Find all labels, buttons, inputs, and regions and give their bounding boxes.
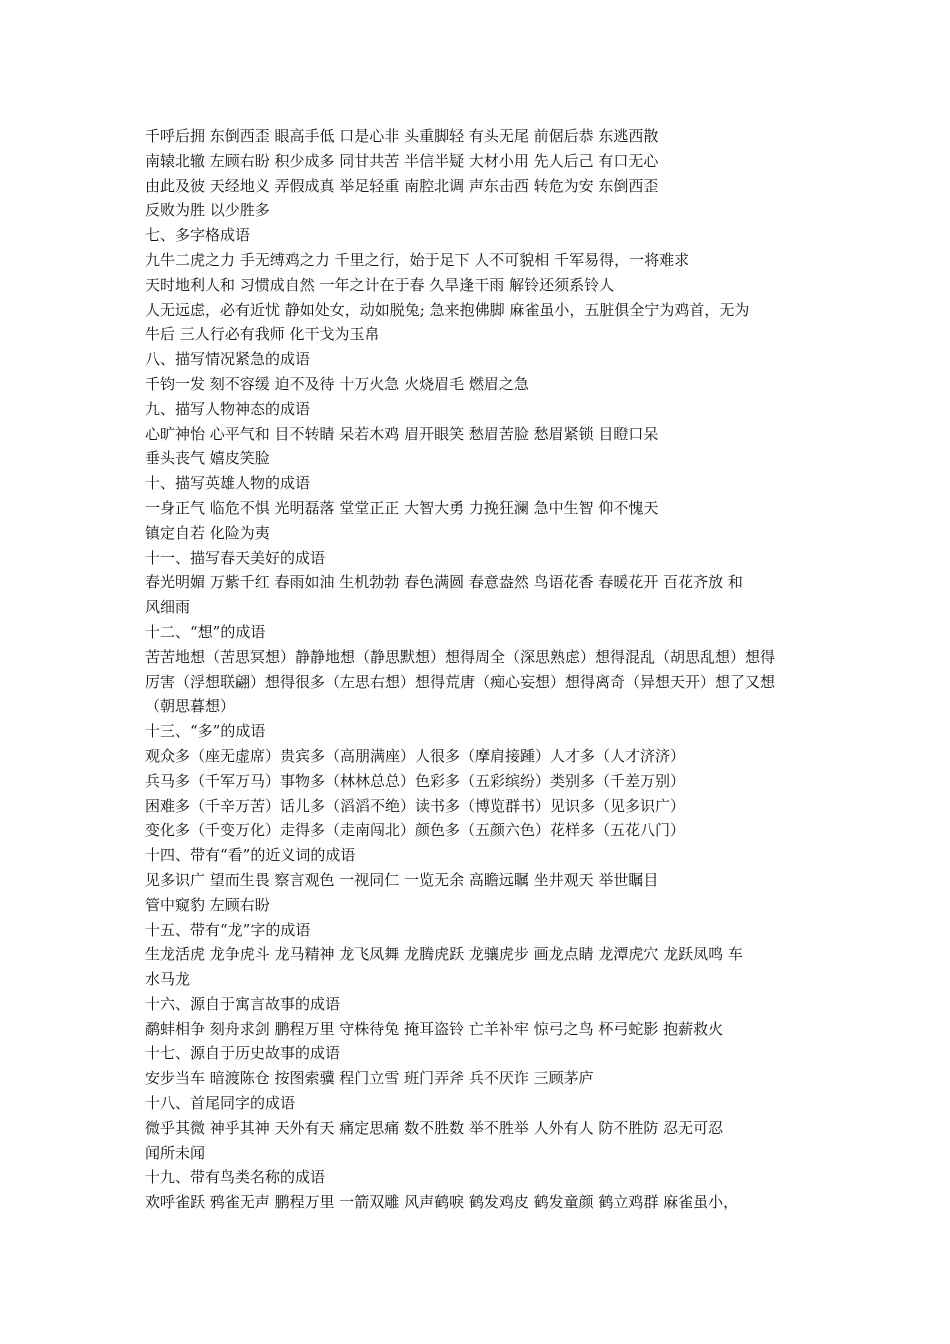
idiom-line: 反败为胜 以少胜多 [145, 201, 270, 220]
idiom-line: 风细雨 [145, 598, 191, 617]
section-heading: 十二、“想”的成语 [145, 622, 266, 641]
section-heading: 十五、带有“龙”字的成语 [145, 920, 311, 939]
idiom-line: 天时地利人和 习惯成自然 一年之计在于春 久旱逢干雨 解铃还须系铃人 [145, 275, 615, 294]
idiom-line: 管中窥豹 左顾右盼 [145, 895, 270, 914]
section-heading: 十、描写英雄人物的成语 [145, 474, 311, 493]
section-heading: 十六、源自于寓言故事的成语 [145, 994, 341, 1013]
idiom-line: 苦苦地想（苦思冥想）静静地想（静思默想）想得周全（深思熟虑）想得混乱（胡思乱想）想得 [145, 647, 776, 666]
idiom-line: 观众多（座无虚席）贵宾多（高朋满座）人很多（摩肩接踵）人才多（人才济济） [145, 746, 686, 765]
section-heading: 十三、“多”的成语 [145, 722, 266, 741]
idiom-line: 心旷神怡 心平气和 目不转睛 呆若木鸡 眉开眼笑 愁眉苦脸 愁眉紧锁 目瞪口呆 [145, 424, 659, 443]
idiom-line: 一身正气 临危不惧 光明磊落 堂堂正正 大智大勇 力挽狂澜 急中生智 仰不愧天 [145, 498, 659, 517]
section-heading: 七、多字格成语 [145, 226, 251, 245]
idiom-line: 春光明媚 万紫千红 春雨如油 生机勃勃 春色满圆 春意盎然 鸟语花香 春暖花开 百花齐放 和 [145, 573, 743, 592]
idiom-line: 千呼后拥 东倒西歪 眼高手低 口是心非 头重脚轻 有头无尾 前倨后恭 东逃西散 [145, 127, 659, 145]
idiom-line: 千钧一发 刻不容缓 迫不及待 十万火急 火烧眉毛 燃眉之急 [145, 374, 529, 393]
idiom-line: 鹬蚌相争 刻舟求剑 鹏程万里 守株待兔 掩耳盗铃 亡羊补牢 惊弓之鸟 杯弓蛇影 抱薪救火 [145, 1019, 724, 1038]
idiom-line: 闻所未闻 [145, 1143, 206, 1162]
section-heading: 十四、带有“看”的近义词的成语 [145, 846, 356, 865]
idiom-line: 欢呼雀跃 鸦雀无声 鹏程万里 一箭双雕 风声鹤唳 鹤发鸡皮 鹤发童颜 鹤立鸡群 麻雀虽小， [145, 1193, 739, 1212]
idiom-line: 垂头丧气 嬉皮笑脸 [145, 449, 270, 468]
idiom-line: 困难多（千辛万苦）话儿多（滔滔不绝）读书多（博览群书）见识多（见多识广） [145, 796, 686, 815]
idiom-line: 生龙活虎 龙争虎斗 龙马精神 龙飞凤舞 龙腾虎跃 龙骧虎步 画龙点睛 龙潭虎穴 龙跃凤鸣 车 [145, 945, 743, 964]
document-body [145, 124, 815, 1215]
idiom-line: 见多识广 望而生畏 察言观色 一视同仁 一览无余 高瞻远瞩 坐井观天 举世瞩目 [145, 870, 659, 889]
idiom-line: 变化多（千变万化）走得多（走南闯北）颜色多（五颜六色）花样多（五花八门） [145, 821, 686, 840]
idiom-line: 牛后 三人行必有我师 化干戈为玉帛 [145, 325, 380, 344]
section-heading: 十一、描写春天美好的成语 [145, 548, 326, 567]
idiom-line: 人无远虑，必有近忧 静如处女，动如脱兔; 急来抱佛脚 麻雀虽小，五脏俱全宁为鸡首，无为 [145, 300, 750, 319]
section-heading: 十八、首尾同字的成语 [145, 1094, 296, 1113]
idiom-line: 九牛二虎之力 手无缚鸡之力 千里之行，始于足下 人不可貌相 千军易得，一将难求 [145, 250, 690, 269]
idiom-line: 安步当车 暗渡陈仓 按图索骥 程门立雪 班门弄斧 兵不厌诈 三顾茅庐 [145, 1069, 594, 1088]
section-heading: 九、描写人物神态的成语 [145, 399, 311, 418]
section-heading: 十七、源自于历史故事的成语 [145, 1044, 341, 1063]
idiom-line: 兵马多（千军万马）事物多（林林总总）色彩多（五彩缤纷）类别多（千差万别） [145, 771, 686, 790]
idiom-line: 水马龙 [145, 970, 191, 989]
idiom-line: 由此及彼 天经地义 弄假成真 举足轻重 南腔北调 声东击西 转危为安 东倒西歪 [145, 176, 659, 195]
section-heading: 十九、带有鸟类名称的成语 [145, 1168, 326, 1187]
idiom-line: 微乎其微 神乎其神 天外有天 痛定思痛 数不胜数 举不胜举 人外有人 防不胜防 忍无可忍 [145, 1118, 724, 1137]
idiom-line: 厉害（浮想联翩）想得很多（左思右想）想得荒唐（痴心妄想）想得离奇（异想天开）想了又想 [145, 672, 776, 691]
idiom-line: （朝思暮想） [145, 697, 236, 716]
idiom-line: 镇定自若 化险为夷 [145, 523, 270, 542]
section-heading: 八、描写情况紧急的成语 [145, 350, 311, 369]
idiom-line: 南辕北辙 左顾右盼 积少成多 同甘共苦 半信半疑 大材小用 先人后己 有口无心 [145, 151, 659, 170]
